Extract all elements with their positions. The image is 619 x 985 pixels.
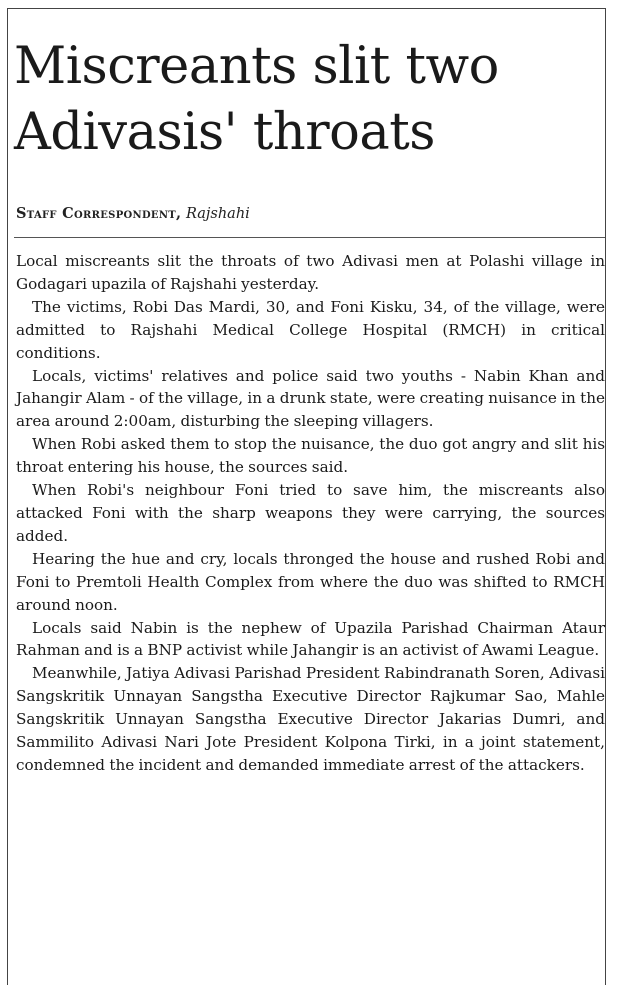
- article-headline: Miscreants slit two Adivasis' throats: [14, 37, 499, 162]
- top-border-rule: [7, 8, 605, 9]
- byline-staff: Staff Correspondent,: [16, 205, 182, 222]
- article-paragraph: When Robi's neighbour Foni tried to save him, the miscreants also attacked Foni with the sharp weapons they were carrying, the sources added.: [16, 481, 605, 545]
- article-paragraph: Locals, victims' relatives and police said two youths - Nabin Khan and Jahangir Alam - of the village, in a drunk state, were creating nuisance in the area around 2:00am, disturbing the sleeping villagers.: [16, 366, 605, 431]
- byline-divider: [14, 237, 605, 238]
- article-paragraph: Meanwhile, Jatiya Adivasi Parishad President Rabindranath Soren, Adivasi Sangskritik Unnayan Sangstha Executive Director Rajkumar Sao, Mahle Sangskritik Unnayan Sangstha Executive Director Jakarias Dumri, and Sammilito Adivasi Nari Jote President Kolpona Tirki, in a joint statement, condemned the incident and demanded immediate arrest of the attackers.: [16, 664, 605, 774]
- byline-place: Rajshahi: [186, 206, 250, 222]
- article-paragraph: Local miscreants slit the throats of two Adivasi men at Polashi village in Godagari upazila of Rajshahi yesterday.: [16, 252, 605, 293]
- article-paragraph: Locals said Nabin is the nephew of Upazila Parishad Chairman Ataur Rahman and is a BNP activist while Jahangir is an activist of Awami League.: [16, 618, 605, 660]
- left-border-rule: [7, 8, 8, 985]
- article-body: [16, 250, 605, 777]
- article-byline: [16, 203, 250, 225]
- article-paragraph: When Robi asked them to stop the nuisance, the duo got angry and slit his throat entering his house, the sources said.: [16, 435, 605, 477]
- article-paragraph: Hearing the hue and cry, locals thronged the house and rushed Robi and Foni to Premtoli Health Complex from where the duo was shifted to RMCH around noon.: [16, 549, 605, 614]
- article-paragraph: The victims, Robi Das Mardi, 30, and Foni Kisku, 34, of the village, were admitted to Rajshahi Medical College Hospital (RMCH) in critical conditions.: [16, 297, 605, 362]
